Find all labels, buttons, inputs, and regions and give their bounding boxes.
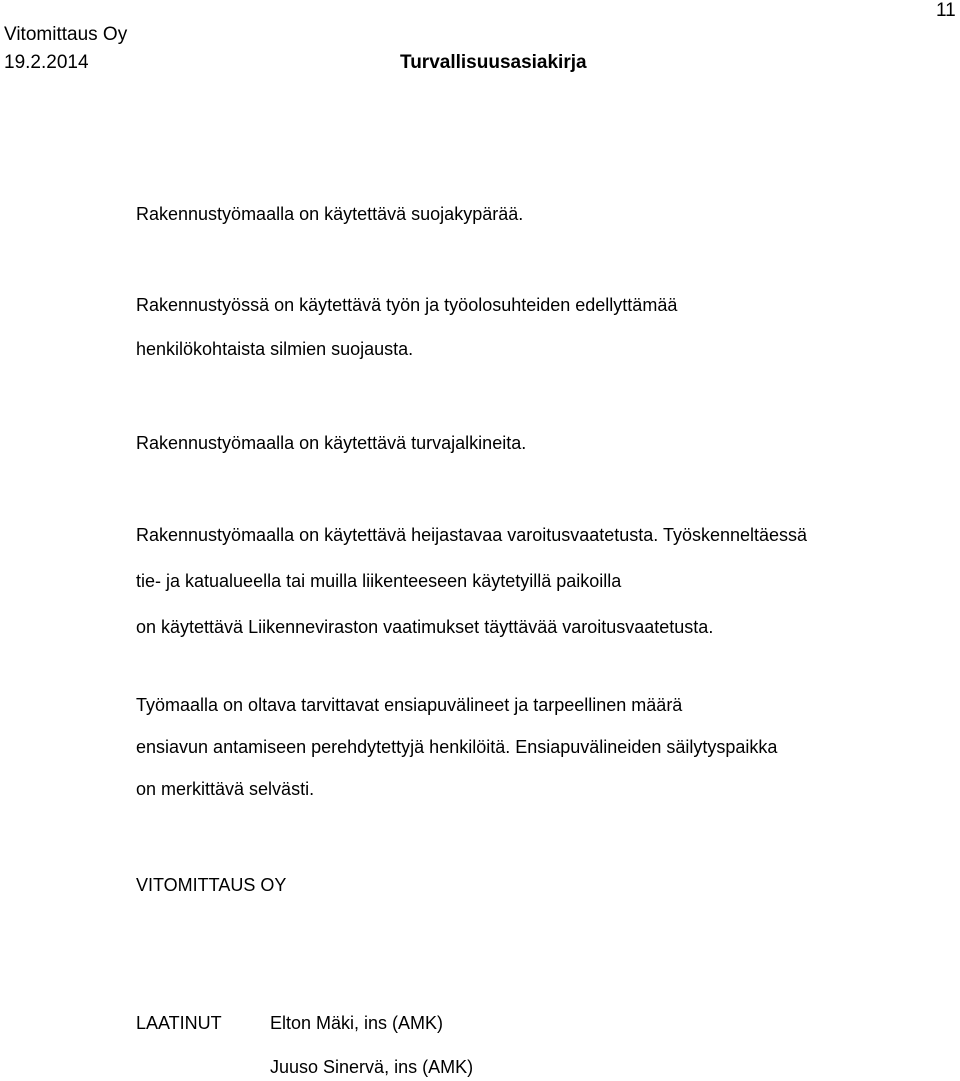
paragraph-line: henkilökohtaista silmien suojausta.	[136, 339, 414, 359]
document-title: Turvallisuusasiakirja	[400, 52, 587, 73]
paragraph-line: Rakennustyömaalla on käytettävä heijastavaa varoitusvaatetusta. Työskenneltäessä	[136, 525, 808, 545]
paragraph-eye-protection	[136, 294, 677, 360]
paragraph-line: Rakennustyömaalla on käytettävä turvajalkineita.	[136, 433, 527, 453]
paragraph-line: Rakennustyössä on käytettävä työn ja työolosuhteiden edellyttämää	[136, 295, 678, 315]
paragraph-line: Rakennustyömaalla on käytettävä suojakypärää.	[136, 204, 524, 224]
signature-company: VITOMITTAUS OY	[136, 875, 287, 895]
paragraph-line: on merkittävä selvästi.	[136, 779, 315, 799]
paragraph-line: on käytettävä Liikenneviraston vaatimukset täyttävää varoitusvaatetusta.	[136, 617, 714, 637]
paragraph-line: ensiavun antamiseen perehdytettyjä henkilöitä. Ensiapuvälineiden säilytyspaikka	[136, 737, 778, 757]
page-number: 11	[936, 0, 956, 21]
paragraph-safety-shoes	[136, 432, 526, 454]
header-company: Vitomittaus Oy	[4, 24, 128, 45]
prepared-by-label: LAATINUT	[136, 1013, 222, 1033]
author-name: Elton Mäki, ins (AMK)	[270, 1013, 444, 1033]
paragraph-line: tie- ja katualueella tai muilla liikenteeseen käytetyillä paikoilla	[136, 571, 622, 591]
header-date: 19.2.2014	[4, 52, 89, 73]
paragraph-first-aid	[136, 694, 777, 800]
paragraph-reflective-clothing	[136, 524, 807, 638]
paragraph-line: Työmaalla on oltava tarvittavat ensiapuvälineet ja tarpeellinen määrä	[136, 695, 683, 715]
paragraph-helmet	[136, 203, 523, 225]
author-name: Juuso Sinervä, ins (AMK)	[270, 1057, 474, 1077]
